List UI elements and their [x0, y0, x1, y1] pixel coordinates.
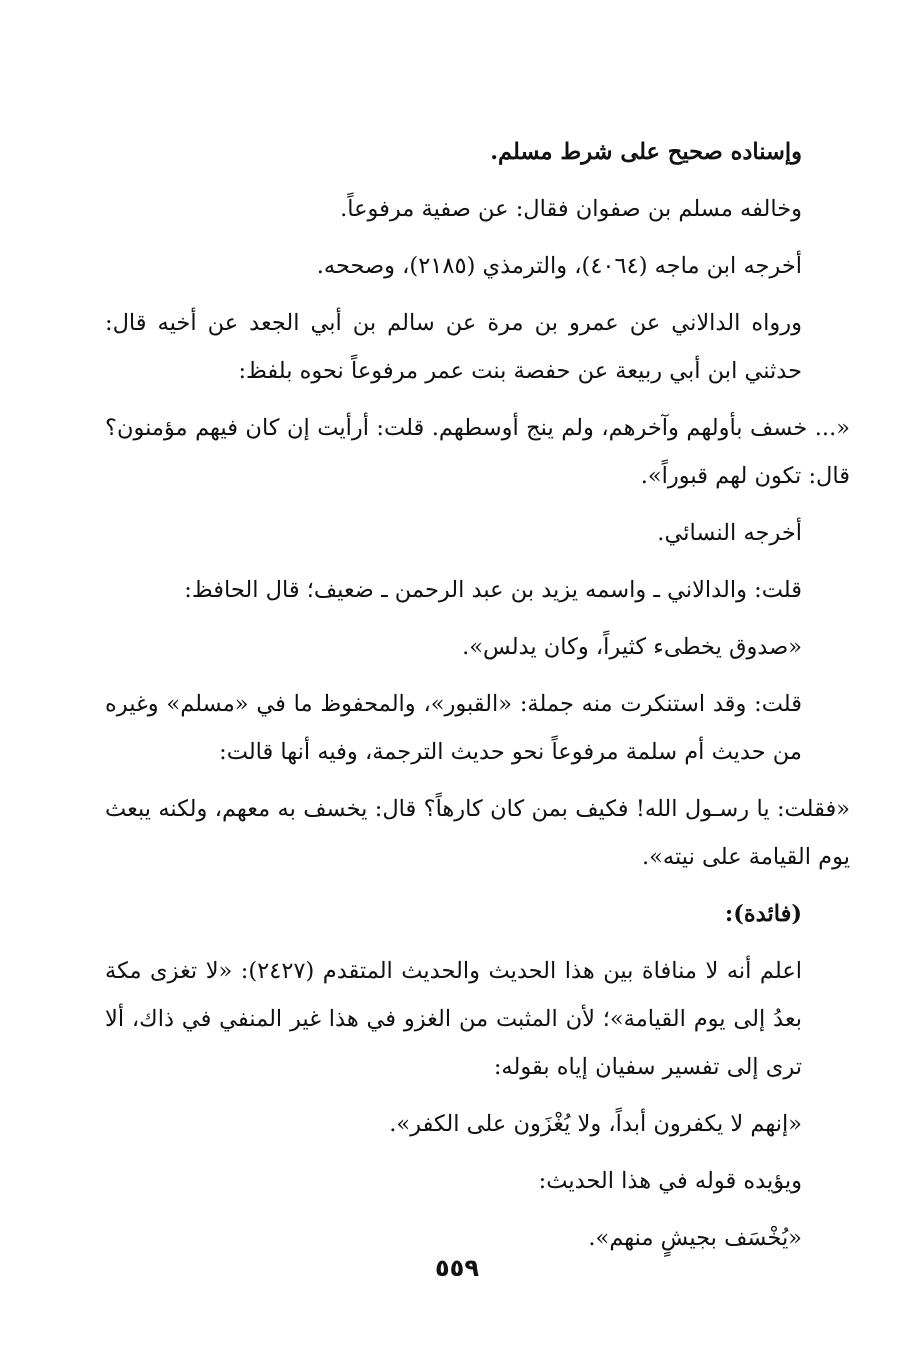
heading-faida: (فائدة): [724, 901, 802, 927]
paragraph-quote-khasf: «... خسف بأولهم وآخرهم، ولم ينج أوسطهم. قلت: أرأيت إن كان فيهم مؤمنون؟ قال: تكون لهم قبوراً». [105, 415, 850, 489]
paragraph-yuayyiduhu: ويؤيده قوله في هذا الحديث: [538, 1168, 802, 1194]
paragraph-quote-yukhsaf: «يُخْسَف بجيشٍ منهم». [588, 1225, 802, 1251]
paragraph-dalani-narration: ورواه الدالاني عن عمرو بن مرة عن سالم بن أبي الجعد عن أخيه قال: حدثني ابن أبي ربيعة عن حفصة بنت عمر مرفوعاً نحوه بلفظ: [105, 310, 802, 384]
paragraph-quote-la-yakfurun: «إنهم لا يكفرون أبداً، ولا يُغْزَون على الكفر». [389, 1111, 802, 1137]
paragraph-nasai: أخرجه النسائي. [657, 520, 802, 546]
paragraph-quote-saduq: «صدوق يخطىء كثيراً، وكان يدلس». [462, 634, 802, 660]
page-number: ٥٥٩ [435, 1254, 479, 1282]
paragraph-ibn-majah-tirmidhi: أخرجه ابن ماجه (٤٠٦٤)، والترمذي (٢١٨٥)، وصححه. [316, 253, 802, 279]
paragraph-dalani-daif: قلت: والدالاني ـ واسمه يزيد بن عبد الرحمن ـ ضعيف؛ قال الحافظ: [184, 577, 802, 603]
paragraph-quote-umm-salama: «فقلت: يا رسـول الله! فكيف بمن كان كارهاً؟ قال: يخسف به معهم، ولكنه يبعث يوم القيامة على نيته». [105, 796, 850, 870]
page-body-text [105, 128, 850, 1271]
paragraph-la-munafat: اعلم أنه لا منافاة بين هذا الحديث والحديث المتقدم (٢٤٢٧): «لا تغزى مكة بعدُ إلى يوم القيامة»؛ لأن المثبت من الغزو في هذا غير المنفي في ذاك، ألا ترى إلى تفسير سفيان إياه بقوله: [105, 958, 802, 1080]
paragraph-isnad-sahih: وإسناده صحيح على شرط مسلم. [490, 139, 802, 165]
paragraph-istankart: قلت: وقد استنكرت منه جملة: «القبور»، والمحفوظ ما في «مسلم» وغيره من حديث أم سلمة مرفوعاً نحو حديث الترجمة، وفيه أنها قالت: [105, 691, 802, 765]
paragraph-muslim-bin-safwan: وخالفه مسلم بن صفوان فقال: عن صفية مرفوعاً. [340, 196, 802, 222]
